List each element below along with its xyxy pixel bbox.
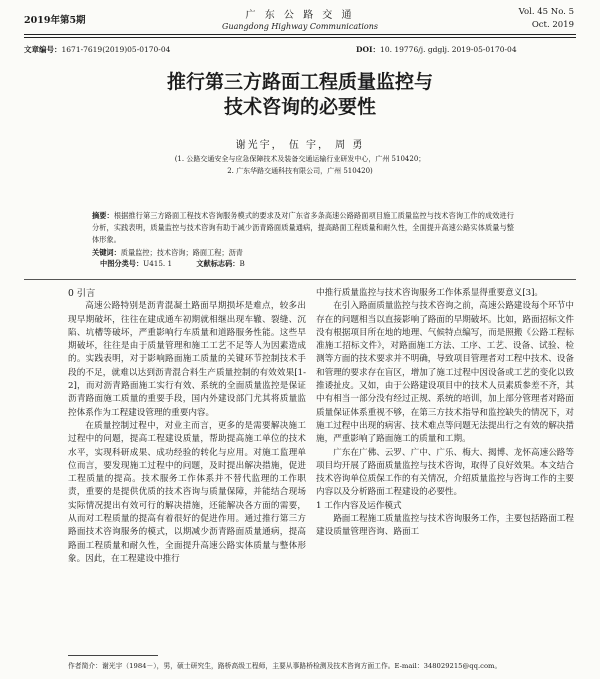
body-paragraph: 高速公路特别是沥青混凝土路面早期损坏是难点，较多出现早期破坏，往往在建成通车初期就相继出现车辙、裂缝、沉陷、坑槽等破坏，严重影响行车质量和道路服务性能。这些早期破坏，往往是由于质量管理和施工工艺不足等人为因素造成的。实践表明，对于影响路面施工质量的关键环节控制技术手段的不足，就难以达到沥青混合料生产质量控制的有效效果[1-2]，而对沥青路面施工实行有效、系统的全面质量监控是保证沥青路面施工质量的重要手段，国内外建设部门尤其将质量监控体系作为工程建设管理的重要内容。: [68, 301, 306, 418]
title-line-2: 技术咨询的必要性: [223, 96, 376, 118]
body-column-left: [68, 287, 306, 566]
body-column-right: [316, 287, 574, 540]
journal-header: [0, 6, 600, 31]
issue-label: 2019年第5期: [24, 15, 86, 26]
doi: [356, 44, 517, 55]
document-code-label: 文献标志码：: [196, 259, 240, 268]
issue-date: Oct. 2019: [531, 20, 574, 30]
clc-value: U415. 1: [143, 259, 173, 268]
article-number-label: 文章编号：: [24, 45, 62, 54]
doi-label: DOI：: [356, 45, 381, 54]
volume-number: Vol. 45 No. 5: [518, 7, 574, 17]
article-number: [24, 44, 170, 55]
abstract-separator: [24, 279, 576, 280]
header-rule-thick: [24, 34, 576, 35]
abstract-text: 根据推行第三方路面工程技术咨询服务模式的要求及对广东省多条高速公路路面项目施工质量监控与技术咨询工作的成效进行分析，实践表明，质量监控与技术咨询有助于减少沥青路面质量通病，提高路面工程质量和耐久性，全面提升高速公路实体质量与整体形象。: [92, 211, 514, 244]
clc-label: 中图分类号：: [100, 259, 144, 268]
keywords: [92, 247, 514, 259]
clc-code: [100, 259, 172, 268]
journal-name-cn: 广 东 公 路 交 通: [245, 10, 355, 21]
footnote-rule: [68, 655, 158, 656]
affiliation-1: (1. 公路交通安全与应急保障技术及装备交通运输行业研发中心，广州 510420；: [174, 155, 426, 163]
journal-name-en: Guangdong Highway Communications: [222, 22, 378, 31]
classification: [100, 259, 267, 269]
section-heading-1: 1 工作内容及运作模式: [316, 500, 402, 511]
article-number-value: 1671-7619(2019)05-0170-04: [61, 45, 171, 54]
abstract: [92, 210, 514, 246]
doi-value: 10. 19776/j. gdglj. 2019-05-0170-04: [380, 45, 517, 54]
abstract-label: 摘要：: [92, 211, 114, 220]
document-code-value: B: [239, 259, 245, 268]
body-paragraph: 广东在广佛、云罗、广中、广乐、梅大、揭博、龙怀高速公路等项目均开展了路面质量监控与技术咨询，取得了良好效果。本文结合技术咨询单位质保工作的有关情况，介绍质量监控与咨询工作的主要内容以及分析路面工程建设的必要性。: [316, 447, 574, 498]
header-rule-thin: [24, 37, 576, 38]
body-paragraph: 路面工程施工质量监控与技术咨询服务工作，主要包括路面工程建设质量管理咨询、路面工: [316, 514, 574, 538]
body-paragraph: 在引入路面质量监控与技术咨询之前，高速公路建设每个环节中存在的问题相当以直接影响了路面的早期破坏。比如，路面招标文件没有根据项目所在地的地理、气候特点编写，而是照搬《公路工程标准施工招标文件》，对路面施工方法、工序、工艺、设备、试验、检测等方面的技术要求并不明确，导致项目管理者对工程中技术、设备和管理的要求存在盲区，增加了施工过程中因设备或工艺的变化以致推诿扯皮。又如，由于公路建设项目中的技术人员素质参差不齐，其中有相当一部分没有经过正规、系统的培训，加上部分管理者对路面质量保证体系重视不够，在第三方技术指导和监控缺失的情况下，对施工过程中出现的病害、技术难点等问题无法提出行之有效的解决措施，严重影响了路面施工的质量和工期。: [316, 301, 574, 445]
volume-info: [519, 6, 574, 32]
affiliations: [0, 153, 600, 177]
document-code: [196, 259, 244, 268]
body-paragraph: 在质量控制过程中，对业主而言，更多的是需要解决施工过程中的问题，提高工程建设质量，帮助提高施工单位的技术水平，实现科研成果、成功经验的转化与应用。对施工监理单位而言，要发现施工过程中的问题，及时提出解决措施，促进工程质量的提高。技术服务工作体系并不替代监理的工作职责，重要的是提供优质的技术咨询与质量保障，并能结合现场实际情况提出有效可行的解决措施，还能解决各方面的需要，从而对工程质量的提高有着很好的促进作用。通过推行第三方路面技术咨询服务的模式，以期减少沥青路面质量通病，提高路面工程质量和耐久性，全面提升高速公路实体质量与整体形象。因此，在工程建设中推行: [68, 420, 306, 564]
paper-title: [0, 70, 600, 120]
body-paragraph-continued: 中推行质量监控与技术咨询服务工作体系显得重要意义[3]。: [316, 288, 544, 298]
title-line-1: 推行第三方路面工程质量监控与: [166, 71, 433, 93]
keywords-text: 质量监控；技术咨询；路面工程；沥青: [120, 248, 243, 257]
keywords-label: 关键词：: [92, 248, 121, 257]
section-heading-intro: 0 引言: [68, 288, 96, 299]
affiliation-2: 2. 广东华路交通科技有限公司，广州 510420): [227, 167, 373, 175]
author-list: 谢光宇， 伍 宇， 周 勇: [235, 140, 365, 151]
author-footnote: 作者简介：谢光宇（1984－），男，硕士研究生，路桥高级工程师，主要从事路桥检测及技术咨询方面工作。E-mail：348029215@qq.com。: [68, 662, 502, 670]
